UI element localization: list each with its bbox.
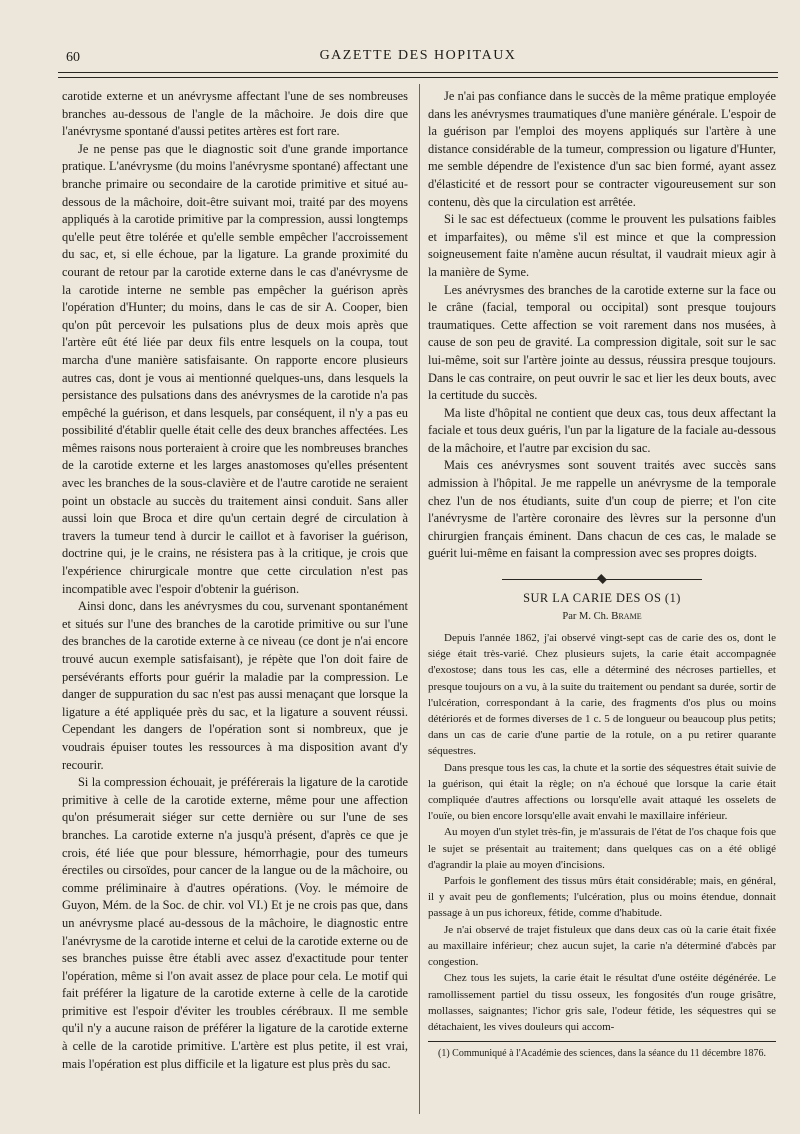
paragraph: Je n'ai pas confiance dans le succès de la même pratique employée dans les anévrysmes traumatiques d'une manière générale. L'espoir de la guérison par l'emploi des moyens appliqués sur l'artère à une distance considérable de la tumeur, compression ou ligature d'Hunter, me semble dépendre de l'existence d'un sac bien formé, ayant assez d'élasticité et de ressort pour se contracter vigoureusement sur son contenu, dès que la circulation est arrêtée.: [428, 89, 776, 209]
byline-prefix: Par M. Ch.: [562, 611, 609, 623]
article-paragraph: Au moyen d'un stylet très-fin, je m'assurais de l'état de l'os chaque fois que le sujet se présentait au traitement; dans quelques cas on a été obligé d'agrandir la plaie au moyen d'incisions.: [428, 826, 776, 871]
page-header: [58, 46, 778, 68]
paragraph: Ainsi donc, dans les anévrysmes du cou, survenant spontanément et situés sur l'une des branches de la carotide primitive ou sur l'une des branches de la carotide externe à ce niveau (ce dont je n'ai encore trouvé aucun exemple satisfaisant), je répète que l'on doit faire de persévérants efforts pour guérir la maladie par la compression. Le danger de suppuration du sac n'est pas aussi menaçant que lorsque la ligature a été appliquée près du sac, et la ligature a souvent réussi. Cependant les dangers de l'opération sont si nombreux, que je voudrais épuiser toutes les ressources à ma disposition avant d'y recourir.: [62, 599, 408, 772]
paragraph: Mais ces anévrysmes sont souvent traités avec succès sans admission à l'hôpital. Je me rappelle un anévrysme de la temporale chez l'un de nos étudiants, suite d'un coup de pierre; et l'on cite l'anévrysme de l'artère coronaire des lèvres sur la personne d'un chirurgien français éminent. Dans chacun de ces cas, le malade se guérit lui-même en faisant la compression avec ses propres doigts.: [428, 458, 776, 561]
article-title: SUR LA CARIE DES OS (1): [523, 591, 681, 606]
author-name: Brame: [611, 610, 642, 623]
paragraph: Ma liste d'hôpital ne contient que deux cas, tous deux affectant la faciale et tous deux guéris, l'un par la ligature de la faciale au-dessous de la mâchoire, et l'autre par excision du sac.: [428, 405, 776, 455]
header-rule: [58, 72, 778, 78]
paragraph: Les anévrysmes des branches de la carotide externe sur la face ou le crâne (facial, temporal ou occipital) sont presque toujours traumatiques. Cette affection se voit rarement dans nos musées, à cause de son peu de gravité. La compression digitale, soit sur le sac lui-même, soit sur l'artère jointe au dessus, réussira presque toujours. Dans le cas contraire, on peut ouvrir le sac et lier les deux bouts, avec la certitude du succès.: [428, 282, 776, 403]
paragraph: Je ne pense pas que le diagnostic soit d'une grande importance pratique. L'anévrysme (du moins l'anévrysme spontané) affectant une branche primaire ou secondaire de la carotide primitive et situé au-dessous de la mâchoire, doit-être suivant moi, traité par des moyens appliqués à la carotide primitive par la compression, aussi longtemps qu'elle peut être tolérée et qu'elle semble empêcher l'accroissement du sac, et, si elle échoue, par la ligature. La grande proximité du courant de retour par la carotide externe dans le cas d'anévrysme de la carotide interne ne semble pas empêcher la guérison après l'opération d'Hunter; du moins, dans le cas de sir A. Cooper, bien qu'on pût percevoir les pulsations plus de deux mois après que l'artère eût été liée par deux fils entre lesquels on la coupa, tout marcha d'une manière satisfaisante. On rapporte encore plusieurs autres cas, dont je vous ai mentionné quelques-uns, dans lesquels la persistance des pulsations dans des anévrysmes de la carotide n'a pas empêché la guérison, et dans lesquels, par conséquent, il n'y a pas eu possibilité d'établir quelle était celle des deux branches affectées. Les mêmes raisons nous porteraient à croire que les nombreuses branches de la carotide externe et les larges anastomoses qu'elles présentent avec les branches de la sous-clavière et de l'autre carotide ne seraient point un obstacle au succès du traitement ainsi conduit. Sans aller aussi loin que Broca et dire qu'un certain degré de circulation à travers la tumeur tend à durcir le caillot et à favoriser la guérison, doctrine qui, je le crains, ne résistera pas à la critique, je crois que l'expérience chirurgicale montre que cette circulation n'est pas incompatible avec l'espoir d'obtenir la guérison.: [62, 141, 408, 596]
journal-title: GAZETTE DES HOPITAUX: [319, 48, 517, 63]
footnote-rule: [428, 1041, 776, 1042]
article-paragraph: Je n'ai observé de trajet fistuleux que dans deux cas où la carie était fixée au maxillaire inférieur; chez aucun sujet, la carie n'a déterminé d'abcès par congestion.: [428, 923, 776, 969]
article-paragraph: Depuis l'année 1862, j'ai observé vingt-sept cas de carie des os, dont le siége était très-varié. Chez plusieurs sujets, la carie était accompagnée d'exostose; dans tous les cas, elle a déterminé des nécroses partielles, et presque toujours on a vu, à la suite du traitement ou pendant sa durée, sortir de l'ulcération, correspondant à la carie, des fragments d'os plus ou moins détériorés et de formes diverses de 1 c. 5 de longueur ou beaucoup plus petits; dans un cas de carie d'une partie de la rotule, on a pu retirer quarante séquestres.: [428, 632, 776, 758]
paragraph: Si le sac est défectueux (comme le prouvent les pulsations faibles et imparfaites), ou même s'il est mince et que la compression soigneusement faite n'amène aucun résultat, il vaudrait mieux agir à la manière de Syme.: [428, 212, 776, 279]
paragraph: carotide externe et un anévrysme affectant l'une de ses nombreuses branches au-dessous de l'angle de la mâchoire. Je dois dire que l'anévrysme spontané d'aussi petites artères est fort rare.: [62, 89, 408, 139]
section-divider-ornament: [502, 575, 702, 585]
page-number: 60: [66, 50, 80, 65]
article-paragraph: Parfois le gonflement des tissus mûrs était considérable; mais, en général, il y avait peu de gonflements; l'ulcération, plus ou moins étendue, donnait passage à un pus ichoreux, fétide, comme d'habitude.: [428, 875, 776, 920]
column-divider: [419, 84, 420, 1114]
paragraph: Si la compression échouait, je préférerais la ligature de la carotide primitive à celle de la carotide externe, même pour une affection qu'on présumerait siéger sur cette dernière ou sur l'une de ses branches. La carotide externe n'a jusqu'à présent, d'après ce que je crois, été liée que pour blessure, hémorrhagie, pour des tumeurs érectiles ou cirsoïdes, pour cancer de la langue ou de la mâchoire, ou comme préliminaire à d'autres opérations. (Voy. le mémoire de Guyon, Mém. de la Soc. de chir. vol VI.) Et je ne crois pas que, dans un anévrysme placé au-dessous de la mâchoire, le diagnostic entre l'anévrysme de la carotide interne et celui de la carotide externe ou de ses branches puisse être établi avec assez d'exactitude pour tenter l'opération, même si l'on avait assez de place pour cela. Le motif qui fait préférer la ligature de la carotide externe à celle de la carotide primitive est l'espoir d'éviter les troubles cérébraux. Il me semble qu'il n'y a aucune raison de préférer la ligature de la carotide externe à celle de la carotide primitive. L'artère est plus petite, il est vrai, mais l'opération est plus difficile et la ligature est plus près du sac.: [62, 775, 408, 1071]
article-paragraph: Chez tous les sujets, la carie était le résultat d'une ostéite dégénérée. Le ramollissement partiel du tissu osseux, les fongosités d'un rouge grisâtre, mollasses, saignantes; l'ichor gris sale, l'odeur fétide, les séquestres qui se détachaient, les vives douleurs qui accom-: [428, 972, 776, 1033]
article-byline: [428, 610, 776, 622]
right-column: [428, 88, 776, 1060]
footnote: (1) Communiqué à l'Académie des sciences, dans la séance du 11 décembre 1876.: [438, 1048, 766, 1060]
article-paragraph: Dans presque tous les cas, la chute et la sortie des séquestres était suivie de la guérison, qui était la règle; on n'a échoué que lorsque la carie était compliquée d'autres affections ou lorsqu'elle avait attaqué les osselets de l'ouïe, ou bien encore lorsqu'elle avait envahi le maxillaire inférieur.: [428, 761, 776, 823]
left-column: [62, 88, 408, 1073]
